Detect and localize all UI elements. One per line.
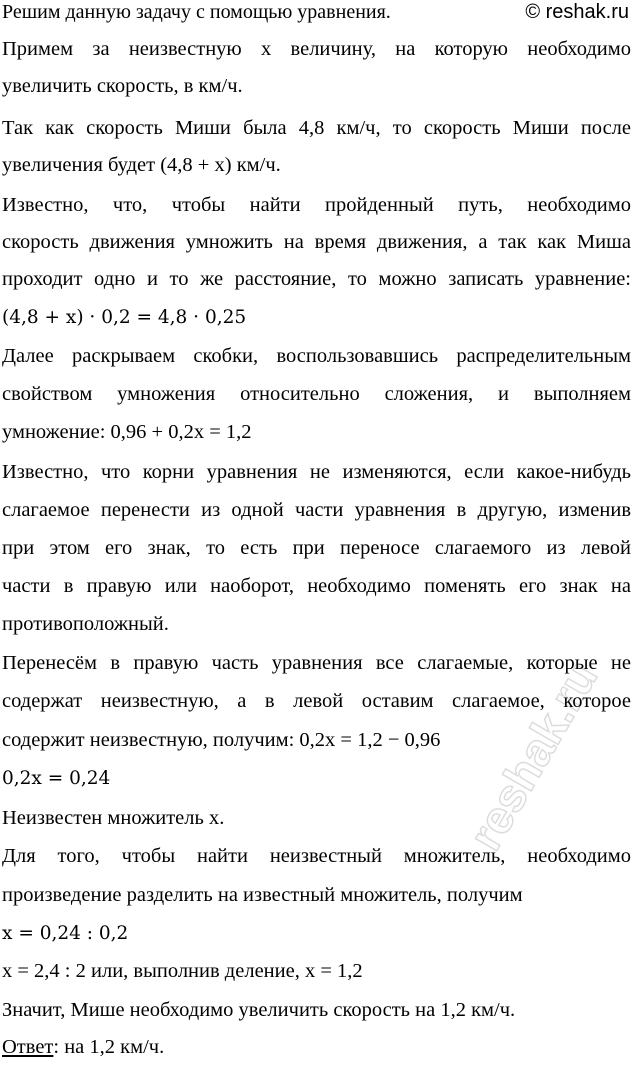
equation-line: x = 0,24 : 0,2 — [2, 923, 129, 944]
site-credit[interactable]: © reshak.ru — [525, 1, 629, 23]
text-line: содержит неизвестную, получим: 0,2x = 1,2 − 0,96 — [2, 729, 441, 751]
text-line: свойством умножения относительно сложения, и выполняем — [2, 383, 631, 405]
equation-line: 0,2x = 0,24 — [2, 768, 111, 789]
text-line: слагаемое перенести из одной части уравнения в другую, изменив — [2, 499, 631, 521]
text-line: скорость движения умножить на время движения, а так как Миша — [2, 231, 631, 253]
text-line: Так как скорость Миши была 4,8 км/ч, то скорость Миши после — [2, 117, 631, 139]
answer-line — [2, 1034, 631, 1060]
svg-text:reshak.ru: reshak.ru — [458, 653, 608, 859]
text-line: содержат неизвестную, а в левой оставим слагаемое, которое — [2, 690, 631, 712]
intro-title: Решим данную задачу с помощью уравнения. — [2, 1, 391, 23]
conclusion-line: Значит, Мише необходимо увеличить скорость на 1,2 км/ч. — [2, 999, 516, 1021]
text-line: Примем за неизвестную x величину, на которую необходимо — [2, 38, 631, 60]
text-line: противоположный. — [2, 613, 169, 635]
text-line: произведение разделить на известный множитель, получим — [2, 884, 523, 906]
text-line: Для того, чтобы найти неизвестный множитель, необходимо — [2, 845, 631, 867]
text-line: Неизвестен множитель x. — [2, 807, 225, 829]
text-line: при этом его знак, то есть при переносе слагаемого из левой — [2, 537, 631, 559]
equation-line: x = 2,4 : 2 или, выполнив деление, x = 1,2 — [2, 960, 363, 982]
text-line: Перенесём в правую часть уравнения все слагаемые, которые не — [2, 652, 631, 674]
text-line: умножение: 0,96 + 0,2x = 1,2 — [2, 421, 252, 443]
answer-label: Ответ — [2, 1036, 54, 1058]
answer-text: : на 1,2 км/ч. — [53, 1036, 165, 1058]
text-line: Известно, что, чтобы найти пройденный путь, необходимо — [2, 194, 631, 216]
text-line: Известно, что корни уравнения не изменяются, если какое-нибудь — [2, 461, 631, 483]
text-line: части в правую или наоборот, необходимо поменять его знак на — [2, 575, 631, 597]
text-line: увеличить скорость, в км/ч. — [2, 75, 243, 97]
text-line: проходит одно и то же расстояние, то можно записать уравнение: — [2, 268, 631, 290]
equation-line: (4,8 + x) · 0,2 = 4,8 · 0,25 — [2, 307, 247, 328]
text-line: Далее раскрываем скобки, воспользовавшись распределительным — [2, 345, 631, 367]
text-line: увеличения будет (4,8 + x) км/ч. — [2, 154, 281, 176]
